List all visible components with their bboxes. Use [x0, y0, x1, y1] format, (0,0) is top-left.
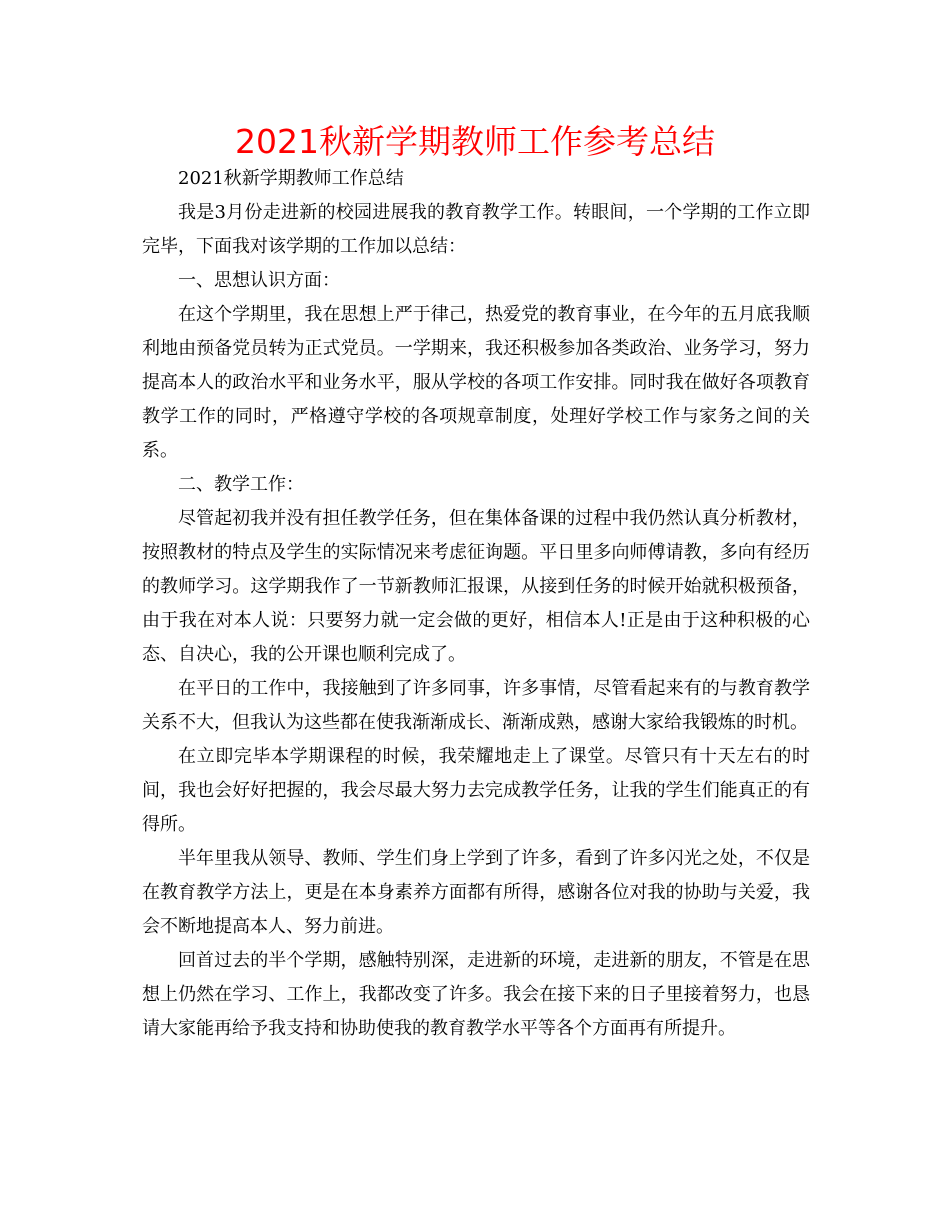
conclusion-paragraph: 回首过去的半个学期，感触特别深，走进新的环境，走进新的朋友，不管是在思想上仍然在学习、工作上，我都改变了许多。我会在接下来的日子里接着努力，也恳请大家能再给予我支持和协助使我的教育教学水平等各个方面再有所提升。: [142, 950, 810, 1039]
daily-work-paragraph: 在平日的工作中，我接触到了许多同事，许多事情，尽管看起来有的与教育教学关系不大，但我认为这些都在使我渐渐成长、渐渐成熟，感谢大家给我锻炼的时机。: [142, 678, 810, 733]
teaching-paragraph: 尽管起初我并没有担任教学任务，但在集体备课的过程中我仍然认真分析教材，按照教材的特点及学生的实际情况来考虑征询题。平日里多向师傅请教，多向有经历的教师学习。这学期我作了一节新教师汇报课，从接到任务的时候开始就积极预备，由于我在对本人说：只要努力就一定会做的更好，相信本人!正是由于这种积极的心态、自决心，我的公开课也顺利完成了。: [142, 508, 810, 665]
document-body: [142, 162, 810, 1046]
learning-paragraph: 半年里我从领导、教师、学生们身上学到了许多，看到了许多闪光之处，不仅是在教育教学方法上，更是在本身素养方面都有所得，感谢各位对我的协助与关爱，我会不断地提高本人、努力前进。: [142, 848, 810, 937]
ideology-paragraph: 在这个学期里，我在思想上严于律己，热爱党的教育事业，在今年的五月底我顺利地由预备党员转为正式党员。一学期来，我还积极参加各类政治、业务学习，努力提高本人的政治水平和业务水平，服从学校的各项工作安排。同时我在做好各项教育教学工作的同时，严格遵守学校的各项规章制度，处理好学校工作与家务之间的关系。: [142, 304, 810, 461]
section-heading-ideology: 一、思想认识方面：: [178, 270, 340, 291]
document-title: 2021秋新学期教师工作参考总结: [235, 122, 715, 161]
section-heading-teaching: 二、教学工作：: [178, 474, 304, 495]
document-subtitle: 2021秋新学期教师工作总结: [178, 168, 404, 189]
classroom-paragraph: 在立即完毕本学期课程的时候，我荣耀地走上了课堂。尽管只有十天左右的时间，我也会好好把握的，我会尽最大努力去完成教学任务，让我的学生们能真正的有得所。: [142, 746, 810, 835]
intro-paragraph: 我是3月份走进新的校园进展我的教育教学工作。转眼间，一个学期的工作立即完毕，下面我对该学期的工作加以总结：: [142, 202, 810, 257]
